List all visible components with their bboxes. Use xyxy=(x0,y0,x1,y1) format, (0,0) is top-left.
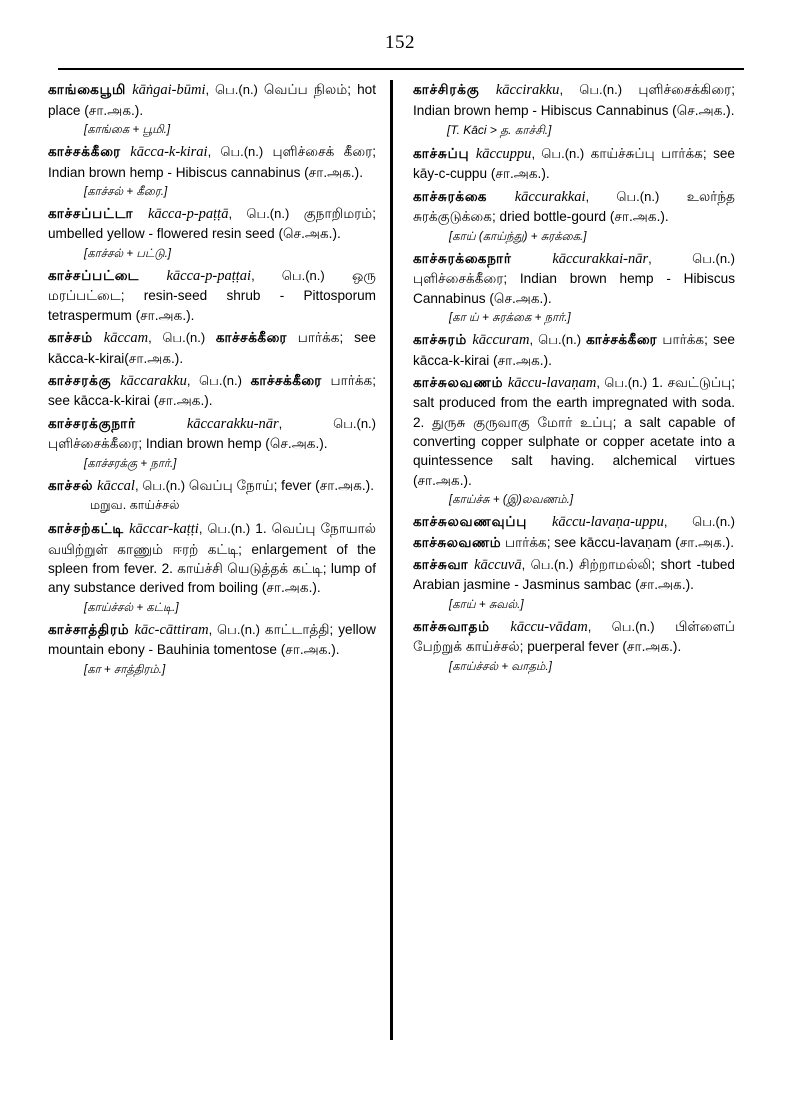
entry-kac-cattiram xyxy=(48,620,376,677)
transliteration: kāccirakku xyxy=(495,82,560,98)
headword: காச்சுவா xyxy=(413,556,469,572)
definition: சிற்றாமல்லி; short -tubed Arabian jasmine - Jasminus sambac (சா.அக.). xyxy=(413,556,735,593)
etymology: [கா ய் + சுரக்கை + நார்.] xyxy=(449,310,571,324)
etymology: [காய்ச்சு + (இ)லவணம்.] xyxy=(449,492,574,506)
headword: காச்சுரம் xyxy=(413,331,468,347)
transliteration: kāccar-kaṭṭi xyxy=(129,521,199,538)
definition: புளிச்சைக் கீரை; Indian brown hemp - Hibiscus cannabinus (சா.அக.). xyxy=(48,143,376,180)
transliteration: kācca-p-paṭṭai xyxy=(166,267,252,284)
headword: காச்சிரக்கு xyxy=(413,82,480,97)
headword: காச்சுவாதம் xyxy=(413,618,490,634)
column-left xyxy=(48,80,388,1040)
entry-kacca-p-patta xyxy=(48,204,376,261)
entry-kaccam xyxy=(48,328,376,368)
etymology: [காய் + சுவல்.] xyxy=(449,597,524,611)
two-column-body xyxy=(48,80,758,1040)
definition: பார்க்க; see kācca-k-kirai(சா.அக.). xyxy=(48,329,376,366)
headword: காச்சுரக்கை xyxy=(413,188,488,204)
transliteration: kāṅgai-būmi xyxy=(132,82,206,98)
transliteration: kācca-k-kirai xyxy=(130,143,208,160)
entry-kaccu-lavanam xyxy=(413,373,735,507)
variant-note: மறுவ. காய்ச்சல் xyxy=(90,498,180,513)
headword: காச்சுரக்கைநார் xyxy=(413,250,512,266)
entry-kaccarakku xyxy=(48,371,376,411)
part-of-speech: , பெ.(n.) xyxy=(148,329,216,345)
etymology: [காச்சரக்கு + நார்.] xyxy=(84,456,177,470)
part-of-speech: , பெ.(n.) xyxy=(278,415,376,431)
headword: காச்சரக்கு xyxy=(48,372,112,388)
headword: காச்சப்பட்டா xyxy=(48,205,134,221)
transliteration: kācca-p-paṭṭā xyxy=(147,205,229,222)
definition: காட்டாத்தி; yellow mountain ebony - Bauhinia tomentose (சா.அக.). xyxy=(48,621,376,658)
definition: 1. வெப்பு நோயால் வயிற்றுள் காணும் ஈரற் கட்டி; enlargement of the spleen from fever. 2. காய்ச்சி யெடுத்தக் கட்டி; lump of any substance derived from boiling (சா.அக.). xyxy=(48,521,376,596)
transliteration: kāccuvā xyxy=(474,556,522,573)
part-of-speech: , பெ.(n.) xyxy=(134,477,186,493)
definition: பார்க்க; see kācca-k-kirai (சா.அக.). xyxy=(48,372,376,409)
definition: வெப்ப நிலம்; hot place (சா.அக.). xyxy=(48,82,376,118)
headword: காச்சற்கட்டி xyxy=(48,521,125,537)
transliteration: kāccarakku-nār xyxy=(186,415,279,432)
part-of-speech: , பெ.(n.) xyxy=(228,205,290,221)
entry-kaccurakkai xyxy=(413,187,735,244)
header-rule xyxy=(58,68,744,70)
etymology: [காங்கை + பூமி.] xyxy=(84,122,171,136)
part-of-speech: , பெ.(n.) xyxy=(208,621,260,637)
entry-kaccu-lavana-uppu xyxy=(413,512,735,552)
entry-kaccurakkai-nar xyxy=(413,249,735,325)
definition: புளிச்சைக்கிரை; Indian brown hemp - Hibiscus Cannabinus (செ.அக.). xyxy=(413,82,735,118)
entry-kaccirakku xyxy=(413,80,735,139)
part-of-speech: , பெ.(n.) xyxy=(198,521,251,537)
part-of-speech: , பெ.(n.) xyxy=(207,143,264,159)
definition: உலர்ந்த சுரக்குடுக்கை; dried bottle-gourd (சா.அக.). xyxy=(413,188,735,225)
entry-kaccuppu xyxy=(413,144,735,184)
column-right xyxy=(395,80,735,1040)
entry-kaccarakku-nar xyxy=(48,414,376,471)
etymology: [காச்சல் + கீரை.] xyxy=(84,184,168,198)
headword: காச்சாத்திரம் xyxy=(48,621,130,637)
definition: ஒரு மரப்பட்டை; resin-seed shrub - Pittosporum tetraspermum (சா.அக.). xyxy=(48,267,377,323)
entry-kaccar-katti xyxy=(48,519,376,615)
part-of-speech: , பெ.(n.) xyxy=(648,250,735,266)
part-of-speech: , பெ.(n.) xyxy=(663,513,735,529)
entry-kaccu-vadam xyxy=(413,617,735,674)
headword: காச்சப்பட்டை xyxy=(48,267,140,283)
part-of-speech: , பெ.(n.) xyxy=(596,374,648,390)
headword: காச்சம் xyxy=(48,329,93,345)
part-of-speech: , பெ.(n.) xyxy=(559,82,623,97)
part-of-speech: , பெ.(n.) xyxy=(251,267,325,283)
part-of-speech: , பெ.(n.) xyxy=(205,82,258,97)
transliteration: kāccurakkai xyxy=(514,188,586,205)
definition: வெப்பு நோய்; fever (சா.அக.). xyxy=(185,477,374,493)
entry-kaccuram xyxy=(413,330,735,370)
part-of-speech: , பெ.(n.) xyxy=(587,618,655,634)
headword: காச்சரக்குநார் xyxy=(48,415,136,431)
definition: பிள்ளைப் பேற்றுக் காய்ச்சல்; puerperal fever (சா.அக.). xyxy=(413,618,735,655)
headword: காச்சல் xyxy=(48,477,94,493)
transliteration: kāccarakku xyxy=(120,372,187,389)
headword: காங்கைபூமி xyxy=(48,82,127,97)
etymology: [காச்சல் + பட்டு.] xyxy=(84,246,172,260)
definition: குநாறிமரம்; umbelled yellow - flowered resin seed (செ.அக.). xyxy=(48,205,376,242)
transliteration: kāccam xyxy=(103,329,149,346)
cross-reference-tamil: காச்சுலவணம் xyxy=(413,534,502,550)
headword: காச்சுலவணம் xyxy=(413,374,504,390)
etymology: [காய் (காய்ந்து) + சுரக்கை.] xyxy=(449,229,587,243)
transliteration: kāccuram xyxy=(472,331,530,348)
part-of-speech: , பெ.(n.) xyxy=(521,556,574,572)
entry-kaccal xyxy=(48,476,376,515)
source-note: [T. Kāci > த. காச்சி.] xyxy=(447,122,552,137)
transliteration: kāccurakkai-nār xyxy=(552,250,649,267)
definition: பார்க்க; see kācca-k-kirai (சா.அக.). xyxy=(413,331,735,368)
part-of-speech: , பெ.(n.) xyxy=(531,145,585,161)
headword: காச்சுப்பு xyxy=(413,145,470,161)
entry-kacca-k-kirai xyxy=(48,142,376,199)
definition: புளிச்சைக்கீரை; Indian brown hemp (செ.அக.). xyxy=(48,436,328,452)
part-of-speech: , பெ.(n.) xyxy=(585,188,660,204)
entry-kangai-bumi xyxy=(48,80,376,137)
definition: காய்ச்சுப்பு பார்க்க; see kāy-c-cuppu (சா.அக.). xyxy=(413,145,735,182)
column-divider xyxy=(390,80,393,1040)
page-number: 152 xyxy=(385,32,415,53)
transliteration: kāccu-lavaṇam xyxy=(507,374,597,391)
entry-kacca-p-pattai xyxy=(48,266,376,325)
definition: 1. சவட்டுப்பு; salt produced from the earth impregnated with soda. 2. துருசு குருவாகு மோர் உப்பு; a salt capable of converting copper sulphate or copper acetate into a quintessence salt having. alchemical virtues (சா.அக.). xyxy=(413,374,735,488)
cross-reference-tamil: காச்சக்கீரை xyxy=(586,331,658,347)
etymology: [காய்ச்சல் + வாதம்.] xyxy=(449,659,552,673)
etymology: [கா + சாத்திரம்.] xyxy=(84,662,166,676)
transliteration: kāc-cāttiram xyxy=(134,621,209,638)
cross-reference-tamil: காச்சக்கீரை xyxy=(215,329,287,345)
part-of-speech: , பெ.(n.) xyxy=(529,331,587,347)
entry-kaccuva xyxy=(413,555,735,612)
definition: புளிச்சைக்கீரை; Indian brown hemp - Hibiscus Cannabinus (செ.அக.). xyxy=(413,271,735,306)
transliteration: kāccuppu xyxy=(475,145,532,162)
etymology: [காய்ச்சல் + கட்டி.] xyxy=(84,600,179,614)
headword: காச்சக்கீரை xyxy=(48,143,121,159)
transliteration: kāccu-vādam xyxy=(510,618,588,635)
part-of-speech: , பெ.(n.) xyxy=(186,372,242,388)
cross-reference-tamil: காச்சக்கீரை xyxy=(250,372,322,388)
transliteration: kāccal xyxy=(97,477,135,494)
definition: பார்க்க; see kāccu-lavaṇam (சா.அக.). xyxy=(501,534,734,550)
headword: காச்சுலவணவுப்பு xyxy=(413,513,528,529)
transliteration: kāccu-lavaṇa-uppu xyxy=(551,513,664,530)
